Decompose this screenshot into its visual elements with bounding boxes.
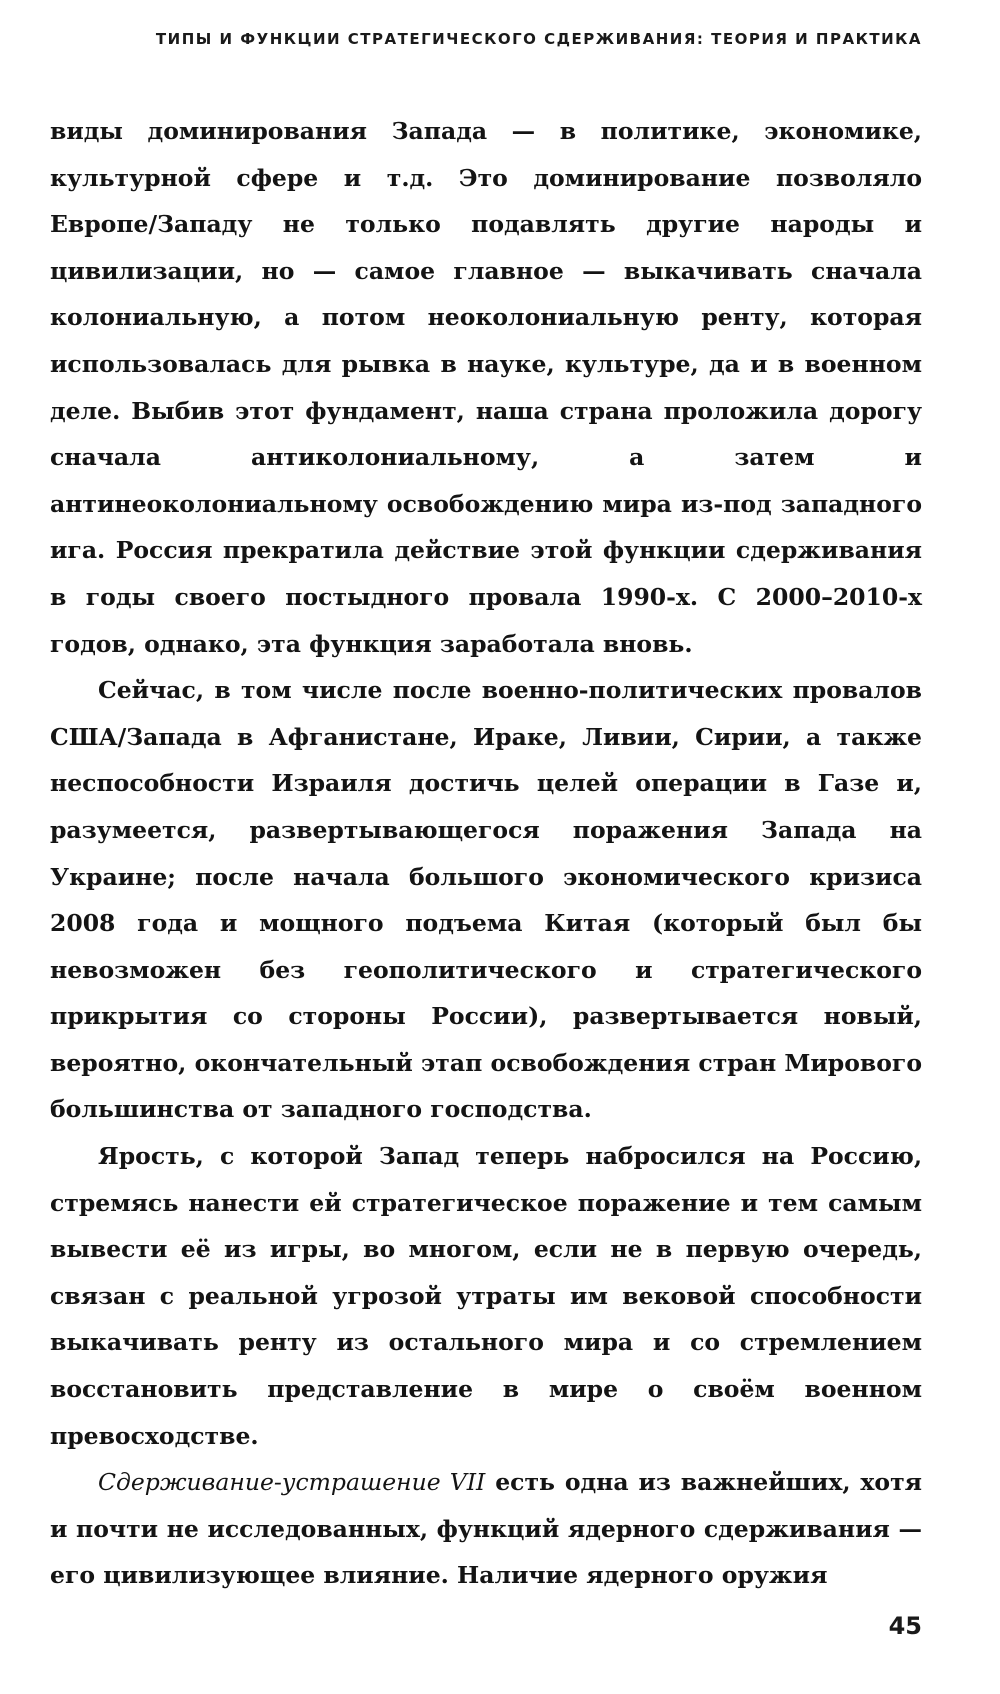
paragraph-3: Ярость, с которой Запад теперь набросился на Россию, стремясь нанести ей стратегическое поражение и тем самым вывести её из игры, во многом, если не в первую очередь, связан с реальной угрозой утраты им вековой способности выкачивать ренту из остального мира и со стремлением восстановить представление в мире о своём военном превосходстве. — [50, 1142, 922, 1450]
paragraph-4-text: есть одна из важнейших, хотя и почти не исследованных, функций ядерного сдерживания — его цивилизующее влияние. Наличие ядерного оружия — [50, 1468, 922, 1590]
page-number: 45 — [888, 1612, 922, 1640]
paragraph-4 — [50, 1459, 922, 1599]
paragraph-1: виды доминирования Запада — в политике, экономике, культурной сфере и т.д. Это доминирование позволяло Европе/Западу не только подавлять другие народы и цивилизации, но — самое главное — выкачивать сначала колониальную, а потом неоколониальную ренту, которая использовалась для рывка в науке, культуре, да и в военном деле. Выбив этот фундамент, наша страна проложила дорогу сначала антиколониальному, а затем и антинеоколониальному освобождению мира из-под западного ига. Россия прекратила действие этой функции сдерживания в годы своего постыдного провала 1990-х. С 2000–2010-х годов, однако, эта функция заработала вновь. — [50, 117, 922, 658]
running-header: ТИПЫ И ФУНКЦИИ СТРАТЕГИЧЕСКОГО СДЕРЖИВАНИЯ: ТЕОРИЯ И ПРАКТИКА — [155, 30, 922, 48]
italic-term: Сдерживание-устрашение VII — [98, 1468, 486, 1497]
body-text — [50, 108, 922, 1599]
paragraph-2: Сейчас, в том числе после военно-политических провалов США/Запада в Афганистане, Ираке, Ливии, Сирии, а также неспособности Израиля достичь целей операции в Газе и, разумеется, развертывающегося поражения Запада на Украине; после начала большого экономического кризиса 2008 года и мощного подъема Китая (который был бы невозможен без геополитического и стратегического прикрытия со стороны России), развертывается новый, вероятно, окончательный этап освобождения стран Мирового большинства от западного господства. — [50, 676, 922, 1124]
